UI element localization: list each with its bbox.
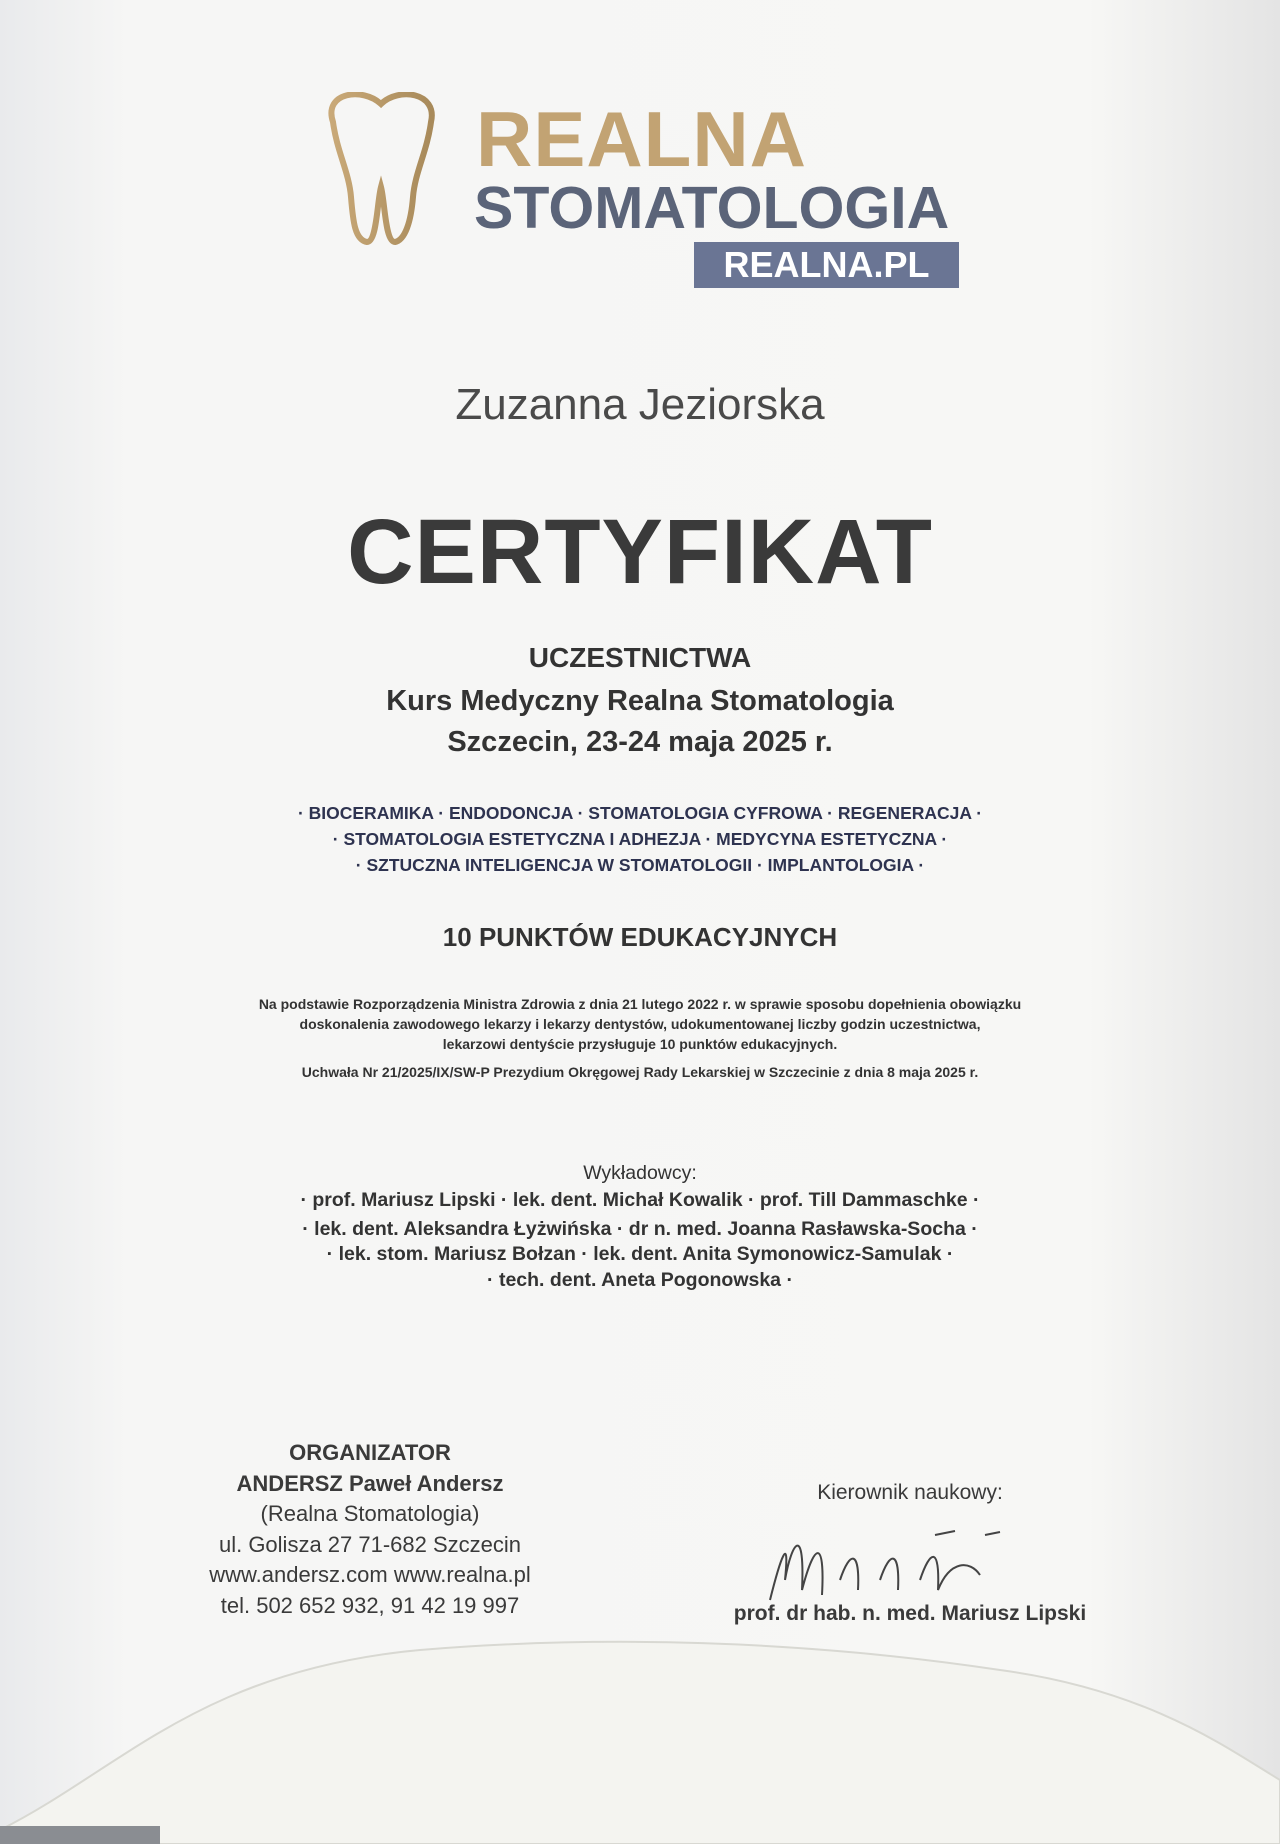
- legal-line: doskonalenia zawodowego lekarzy i lekarzy dentystów, udokumentowanej liczby godzin uczestnictwa,: [299, 1016, 981, 1032]
- legal-line: Uchwała Nr 21/2025/IX/SW-P Prezydium Okręgowej Rady Lekarskiej w Szczecinie z dnia 8 maja 2025 r.: [301, 1064, 979, 1080]
- legal-line: lekarzowi dentyście przysługuje 10 punktów edukacyjnych.: [442, 1036, 838, 1052]
- topics-line: · STOMATOLOGIA ESTETYCZNA I ADHEZJA · MEDYCYNA ESTETYCZNA ·: [332, 829, 948, 849]
- logo-realna: REALNA: [476, 95, 807, 183]
- education-points: 10 PUNKTÓW EDUKACYJNYCH: [442, 922, 838, 952]
- certificate-title: CERTYFIKAT: [347, 501, 933, 603]
- topics-line: · SZTUCZNA INTELIGENCJA W STOMATOLOGII · IMPLANTOLOGIA ·: [355, 855, 925, 875]
- logo-stomatologia: STOMATOLOGIA: [474, 175, 950, 241]
- organizer-line: tel. 502 652 932, 91 42 19 997: [220, 1593, 520, 1618]
- signature: [730, 1520, 1130, 1610]
- organizer-line: (Realna Stomatologia): [260, 1501, 480, 1526]
- lecturer-line: · prof. Mariusz Lipski · lek. dent. Michał Kowalik · prof. Till Dammaschke ·: [300, 1189, 980, 1211]
- organizer-line: www.andersz.com www.realna.pl: [209, 1562, 531, 1587]
- certificate-subtitle: UCZESTNICTWA: [528, 642, 752, 673]
- supervisor-name: prof. dr hab. n. med. Mariusz Lipski: [733, 1602, 1087, 1625]
- lecturers-label: Wykładowcy:: [583, 1162, 697, 1184]
- recipient-name: Zuzanna Jeziorska: [455, 380, 825, 429]
- legal-line: Na podstawie Rozporządzenia Ministra Zdrowia z dnia 21 lutego 2022 r. w sprawie sposobu dopełnienia obowiązku: [258, 996, 1022, 1012]
- logo-domain: REALNA.PL: [694, 242, 959, 288]
- organizer-line: ANDERSZ Paweł Andersz: [236, 1471, 504, 1496]
- course-name: Kurs Medyczny Realna Stomatologia: [386, 685, 894, 717]
- lecturer-line: · lek. dent. Aleksandra Łyżwińska · dr n. med. Joanna Rasławska-Socha ·: [302, 1218, 978, 1240]
- cloth-overlay: [0, 1630, 1280, 1844]
- organizer-line: ORGANIZATOR: [289, 1440, 451, 1465]
- place-date: Szczecin, 23-24 maja 2025 r.: [447, 726, 833, 758]
- topics-line: · BIOCERAMIKA · ENDODONCJA · STOMATOLOGIA CYFROWA · REGENERACJA ·: [297, 803, 983, 823]
- lecturer-line: · lek. stom. Mariusz Bołzan · lek. dent. Anita Symonowicz-Samulak ·: [326, 1243, 954, 1265]
- supervisor-label: Kierownik naukowy:: [817, 1481, 1003, 1504]
- organizer-line: ul. Golisza 27 71-682 Szczecin: [218, 1532, 522, 1557]
- lecturer-line: · tech. dent. Aneta Pogonowska ·: [487, 1269, 793, 1291]
